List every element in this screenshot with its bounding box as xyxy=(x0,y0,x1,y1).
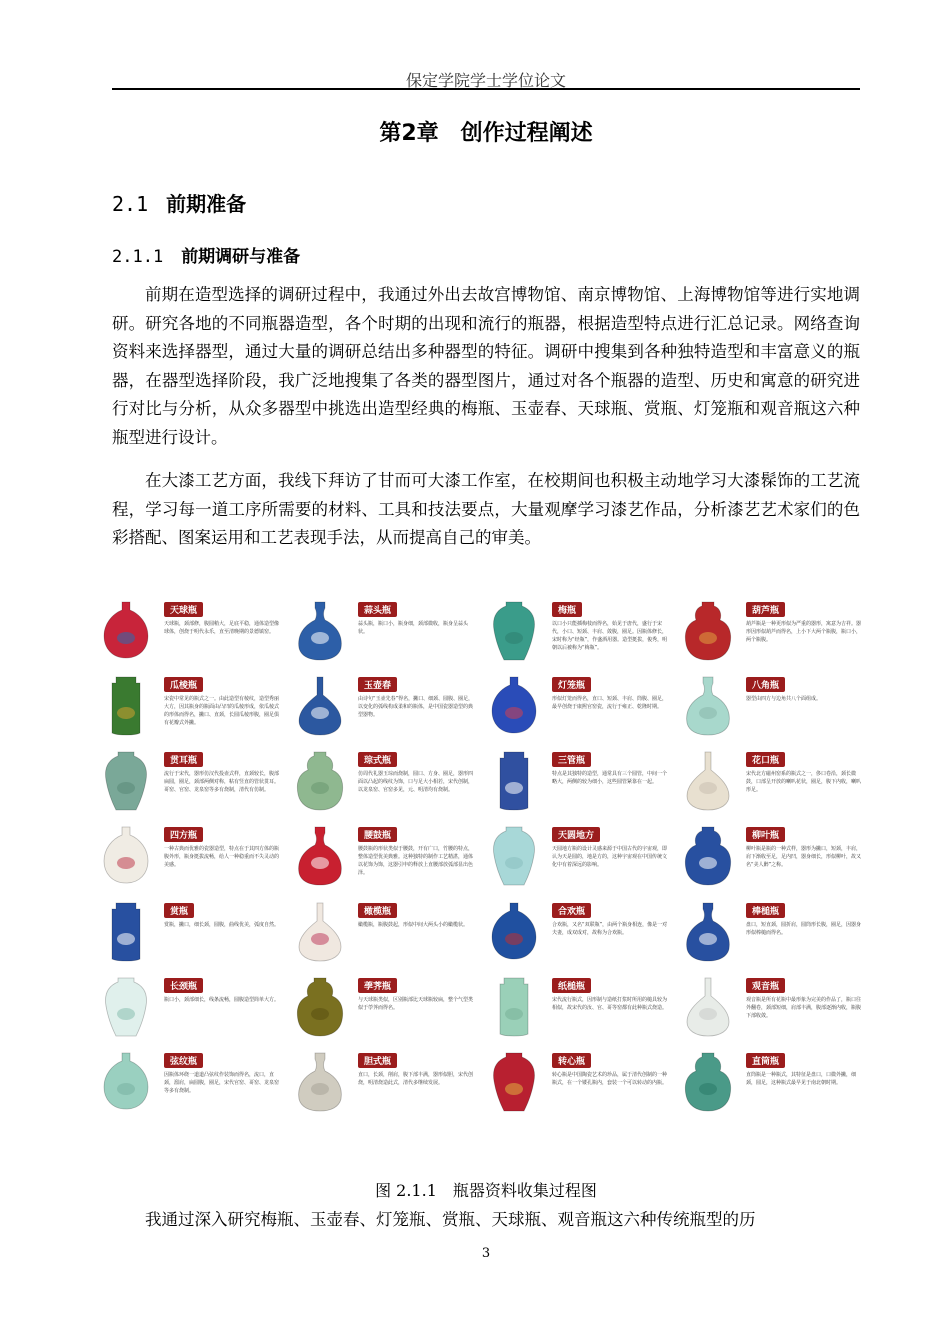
vase-description: 宋瓷中常见的瓶式之一。由此造型有棱纹，造型秀丽大方，因其瓶身的瓶面由凸凹的瓜棱形成，依瓜棱式的形体而得名，撇口、直颈，长圆瓜棱形腹，圈足俱有花瓣式外撇。 xyxy=(164,696,280,727)
vase-image xyxy=(488,825,540,887)
section-number: 2.1 xyxy=(112,192,149,216)
vase-name-label: 贯耳瓶 xyxy=(164,752,203,767)
vase-image xyxy=(100,600,152,662)
vase-card xyxy=(678,744,866,819)
vase-name-label: 琮式瓶 xyxy=(358,752,397,767)
figure-number: 图 2.1.1 xyxy=(375,1181,437,1200)
vase-description: 流行于宋代，器形仿汉代投壶式样，直颈较长，腹部扁圆，圈足，颈部两侧对称，粘有竖直的管状贯耳。哥窑、官窑、龙泉窑等多有烧制，清代有仿制。 xyxy=(164,771,280,794)
vase-description: 形似灯笼而得名，直口、短颈、丰肩、筒腹、圈足，最早创烧于康熙官窑瓷，流行于雍正、乾隆时期。 xyxy=(552,696,668,711)
vase-name-label: 三管瓶 xyxy=(552,752,591,767)
vase-image xyxy=(488,1051,540,1113)
vase-card xyxy=(290,970,478,1045)
vase-card xyxy=(678,895,866,970)
vase-card xyxy=(678,594,866,669)
vase-description: 橄榄瓶，瓶腹鼓起，形似中间大两头小的橄榄状。 xyxy=(358,921,469,928)
vase-card xyxy=(96,744,284,819)
vase-description: 蒜头瓶，瓶口小，瓶身细，颈部微收，瓶身呈蒜头状。 xyxy=(358,621,469,635)
vase-card xyxy=(678,1045,866,1120)
vase-name-label: 直筒瓶 xyxy=(746,1053,785,1068)
vase-name-label: 腰鼓瓶 xyxy=(358,827,397,842)
vase-description: 腰鼓瓶的形状类似于腰鼓，开有广口，竹腰的特点，整体造型优美典雅。这种独特的制作工艺精湛，通体以花饰为饰，这器引申的释放上直腰部放弧部显出色泽。 xyxy=(358,846,474,877)
vase-card xyxy=(96,819,284,894)
vase-card xyxy=(290,819,478,894)
vase-card xyxy=(290,1045,478,1120)
vase-name-label: 梅瓶 xyxy=(552,602,582,617)
vase-description: 仿周代礼器玉琮而烧制，圆口、方身、圈足，器形四面以凸起的线纹为饰，口与足大小相若，宋代创制，以龙泉窑、官窑多见，元、明清均有烧制。 xyxy=(358,771,474,794)
vase-description: 器型由四方与边角共八个面组成。 xyxy=(746,696,822,703)
figure-caption-text: 瓶器资料收集过程图 xyxy=(452,1181,597,1200)
vase-name-label: 观音瓶 xyxy=(746,978,785,993)
vase-card xyxy=(484,970,672,1045)
header-rule xyxy=(112,88,860,90)
vase-name-label: 赏瓶 xyxy=(164,903,194,918)
vase-card xyxy=(96,970,284,1045)
vase-description: 转心瓶是中国陶瓷艺术的珍品，属于清代创制的一种瓶式，在一个镂孔瓶内，套装一个可以转动的内瓶。 xyxy=(552,1071,668,1086)
vase-card xyxy=(290,744,478,819)
vase-description: 天圆地方瓶的设计灵感来源于中国古代的宇宙观，即认为天是圆的，地是方的，这种宇宙观在中国传统文化中有着深远的影响。 xyxy=(552,846,668,869)
vase-image xyxy=(488,600,540,662)
vase-name-label: 长颈瓶 xyxy=(164,978,203,993)
vase-name-label: 蒜头瓶 xyxy=(358,602,397,617)
vase-description: 瓶口小，颈部细长，线条流畅，圆腹造型简单大方。 xyxy=(164,996,280,1003)
vase-card xyxy=(678,970,866,1045)
vase-collection-figure xyxy=(96,594,866,1120)
section-title: 前期准备 xyxy=(166,192,247,216)
vase-card xyxy=(96,594,284,669)
page-number: 3 xyxy=(481,1246,491,1261)
vase-image xyxy=(100,1051,152,1113)
vase-description: 宋代流行瓶式，因形制与造纸打浆时所用的槌具较为相似，故宋代的汝、官、哥等窑都有此种瓶式烧造。 xyxy=(552,996,668,1011)
vase-description: 盘口，短直颈，圆折肩，圆筒形长腹，圈足，因器身形似棒槌而得名。 xyxy=(746,921,862,936)
vase-name-label: 弦纹瓶 xyxy=(164,1053,203,1068)
vase-image xyxy=(100,901,152,963)
figure-caption xyxy=(112,1178,860,1201)
vase-card xyxy=(484,895,672,970)
vase-description: 天球瓶，颈部修，腹圆稍大，足底平稳，通体造型像球体，创烧于明代永乐，直至清晚期的景德镇窑。 xyxy=(164,621,280,635)
vase-name-label: 棒槌瓶 xyxy=(746,903,785,918)
vase-description: 与天球瓶类似，区别瓶部比天球瓶较扁，整个气型类似于荸荠而得名。 xyxy=(358,996,474,1011)
section-heading xyxy=(112,188,246,217)
vase-description: 直口，长颈，削肩，腹下部丰满，器形似胆，宋代创烧，明清烧造此式，清代多继续发展。 xyxy=(358,1071,474,1086)
vase-image xyxy=(682,600,734,662)
vase-description: 宋代北方磁州窑系的瓶式之一，侈口卷沿，颈长微鼓，口部呈开放的喇叭花状，圈足，腹下内收，喇叭形足。 xyxy=(746,771,862,794)
vase-description: 以口小只能插梅枝而得名，始见于唐代，盛行于宋代，小口、短颈、丰肩、敛腹，圈足。因瓶体修长，宋时称为“经瓶”，作盛酒用器。造型挺拔，俊秀，明朝以后被称为“梅瓶”。 xyxy=(552,621,668,651)
vase-card xyxy=(96,1045,284,1120)
vase-image xyxy=(682,825,734,887)
vase-image xyxy=(294,600,346,662)
vase-description: 柳叶瓶是瓶的一种式样，器形为撇口，短颈，丰肩，肩下渐收至足，足内凹，器身细长，形似柳叶，故又名“美人醉”之称。 xyxy=(746,846,862,869)
subsection-heading xyxy=(112,242,300,267)
vase-description: 合欢瓶，又名“双联瓶”，由两个瓶身相连，像是一对夫妻，成双成对，故称为合欢瓶。 xyxy=(552,921,668,936)
vase-name-label: 合欢瓶 xyxy=(552,903,591,918)
vase-card xyxy=(290,669,478,744)
vase-name-label: 葫芦瓶 xyxy=(746,602,785,617)
vase-name-label: 橄榄瓶 xyxy=(358,903,397,918)
vase-name-label: 转心瓶 xyxy=(552,1053,591,1068)
vase-image xyxy=(294,976,346,1038)
vase-image xyxy=(488,976,540,1038)
vase-image xyxy=(488,901,540,963)
chapter-title-text: 创作过程阐述 xyxy=(460,121,593,146)
vase-description: 观音瓶是所有花瓶中最形象为完美的作品了，瓶口往外翻卷，颈部短细，肩部丰满，腹部逐渐内收，瓶腹下部收敛。 xyxy=(746,996,862,1019)
vase-name-label: 纸槌瓶 xyxy=(552,978,591,993)
vase-card xyxy=(484,594,672,669)
vase-image xyxy=(488,675,540,737)
vase-image xyxy=(682,675,734,737)
vase-card xyxy=(484,669,672,744)
vase-name-label: 玉壶春 xyxy=(358,677,397,692)
vase-description: 赏瓶，撇口，细长颈，圆腹，曲线优美，弧度自然。 xyxy=(164,921,280,928)
vase-image xyxy=(294,1051,346,1113)
vase-card xyxy=(678,819,866,894)
vase-image xyxy=(682,750,734,812)
vase-name-label: 荸荠瓶 xyxy=(358,978,397,993)
vase-image xyxy=(100,675,152,737)
paragraph-lacquer: 在大漆工艺方面，我线下拜访了甘而可大漆工作室，在校期间也积极主动地学习大漆髹饰的工艺流程，学习每一道工序所需要的材料、工具和技法要点，大量观摩学习漆艺作品，分析漆艺艺术家们的色彩搭配、图案运用和工艺表现手法，从而提高自己的审美。 xyxy=(112,471,860,547)
vase-name-label: 天圆地方 xyxy=(552,827,600,842)
vase-card xyxy=(96,669,284,744)
chapter-number: 第2章 xyxy=(379,121,439,146)
vase-image xyxy=(488,750,540,812)
vase-card xyxy=(484,744,672,819)
vase-image xyxy=(100,976,152,1038)
vase-name-label: 花口瓶 xyxy=(746,752,785,767)
vase-card xyxy=(290,895,478,970)
paragraph-research: 前期在造型选择的调研过程中，我通过外出去故宫博物馆、南京博物馆、上海博物馆等进行实地调研。研究各地的不同瓶器造型，各个时期的出现和流行的瓶器，根据造型特点进行汇总记录。网络查询资料来选择器型，通过大量的调研总结出多种器型的特征。调研中搜集到各种独特造型和丰富意义的瓶器，在器型选择阶段，我广泛地搜集了各类的器型图片，通过对各个瓶器的造型、历史和寓意的研究进行对比与分析，从众多器型中挑选出造型经典的梅瓶、玉壶春、天球瓶、赏瓶、灯笼瓶和观音瓶这六种瓶型进行设计。 xyxy=(112,285,860,447)
vase-description: 由诗句“玉壶先春”得名，撇口、细颈、圆腹、圈足，以变化的弧线构成柔和的瓶体，是中国瓷器造型的典型器物。 xyxy=(358,696,474,719)
vase-image xyxy=(294,825,346,887)
vase-image xyxy=(682,901,734,963)
vase-image xyxy=(100,750,152,812)
vase-name-label: 四方瓶 xyxy=(164,827,203,842)
subsection-number: 2.1.1 xyxy=(112,247,164,267)
vase-image xyxy=(682,1051,734,1113)
vase-image xyxy=(294,675,346,737)
vase-description: 直筒瓶是一种瓶式，其特征是盘口，口微外撇，细颈，圆足，这种瓶式最早见于南北朝时期。 xyxy=(746,1071,857,1086)
vase-image xyxy=(100,825,152,887)
vase-image xyxy=(294,750,346,812)
paragraph-continued: 我通过深入研究梅瓶、玉壶春、灯笼瓶、赏瓶、天球瓶、观音瓶这六种传统瓶型的历 xyxy=(145,1210,756,1229)
vase-name-label: 瓜棱瓶 xyxy=(164,677,203,692)
vase-card xyxy=(96,895,284,970)
vase-description: 一种古典而优雅的瓷器造型，特点在于其四方体的瓶腹外形，瓶身挺拔流畅，给人一种稳重而不失灵动的美感。 xyxy=(164,846,280,869)
vase-image xyxy=(294,901,346,963)
vase-description: 因瓶体环绕一道道凸弦纹作装饰而得名，流口，直颈，溜肩，扁圆腹，圈足，宋代官窑、哥窑、龙泉窑等多有烧制。 xyxy=(164,1071,280,1094)
vase-name-label: 胆式瓶 xyxy=(358,1053,397,1068)
running-header: 保定学院学士学位论文 xyxy=(405,71,566,90)
vase-card xyxy=(484,1045,672,1120)
vase-image xyxy=(682,976,734,1038)
vase-description: 葫芦瓶是一种更形似为严重的器形，寓意为吉祥。器形因形似葫芦而得名，上小下大两个瓶腹，瓶口小，两个瓶腹。 xyxy=(746,621,862,643)
chapter-title xyxy=(112,116,860,147)
vase-card xyxy=(290,594,478,669)
vase-card xyxy=(678,669,866,744)
vase-name-label: 八角瓶 xyxy=(746,677,785,692)
vase-name-label: 柳叶瓶 xyxy=(746,827,785,842)
vase-name-label: 天球瓶 xyxy=(164,602,203,617)
vase-description: 特点是其独特的造型，通常具有三个圆管，中间一个略大，两侧的较为细小，这些圆管紧靠在一起。 xyxy=(552,771,668,786)
subsection-title: 前期调研与准备 xyxy=(181,247,301,267)
vase-card xyxy=(484,819,672,894)
vase-name-label: 灯笼瓶 xyxy=(552,677,591,692)
